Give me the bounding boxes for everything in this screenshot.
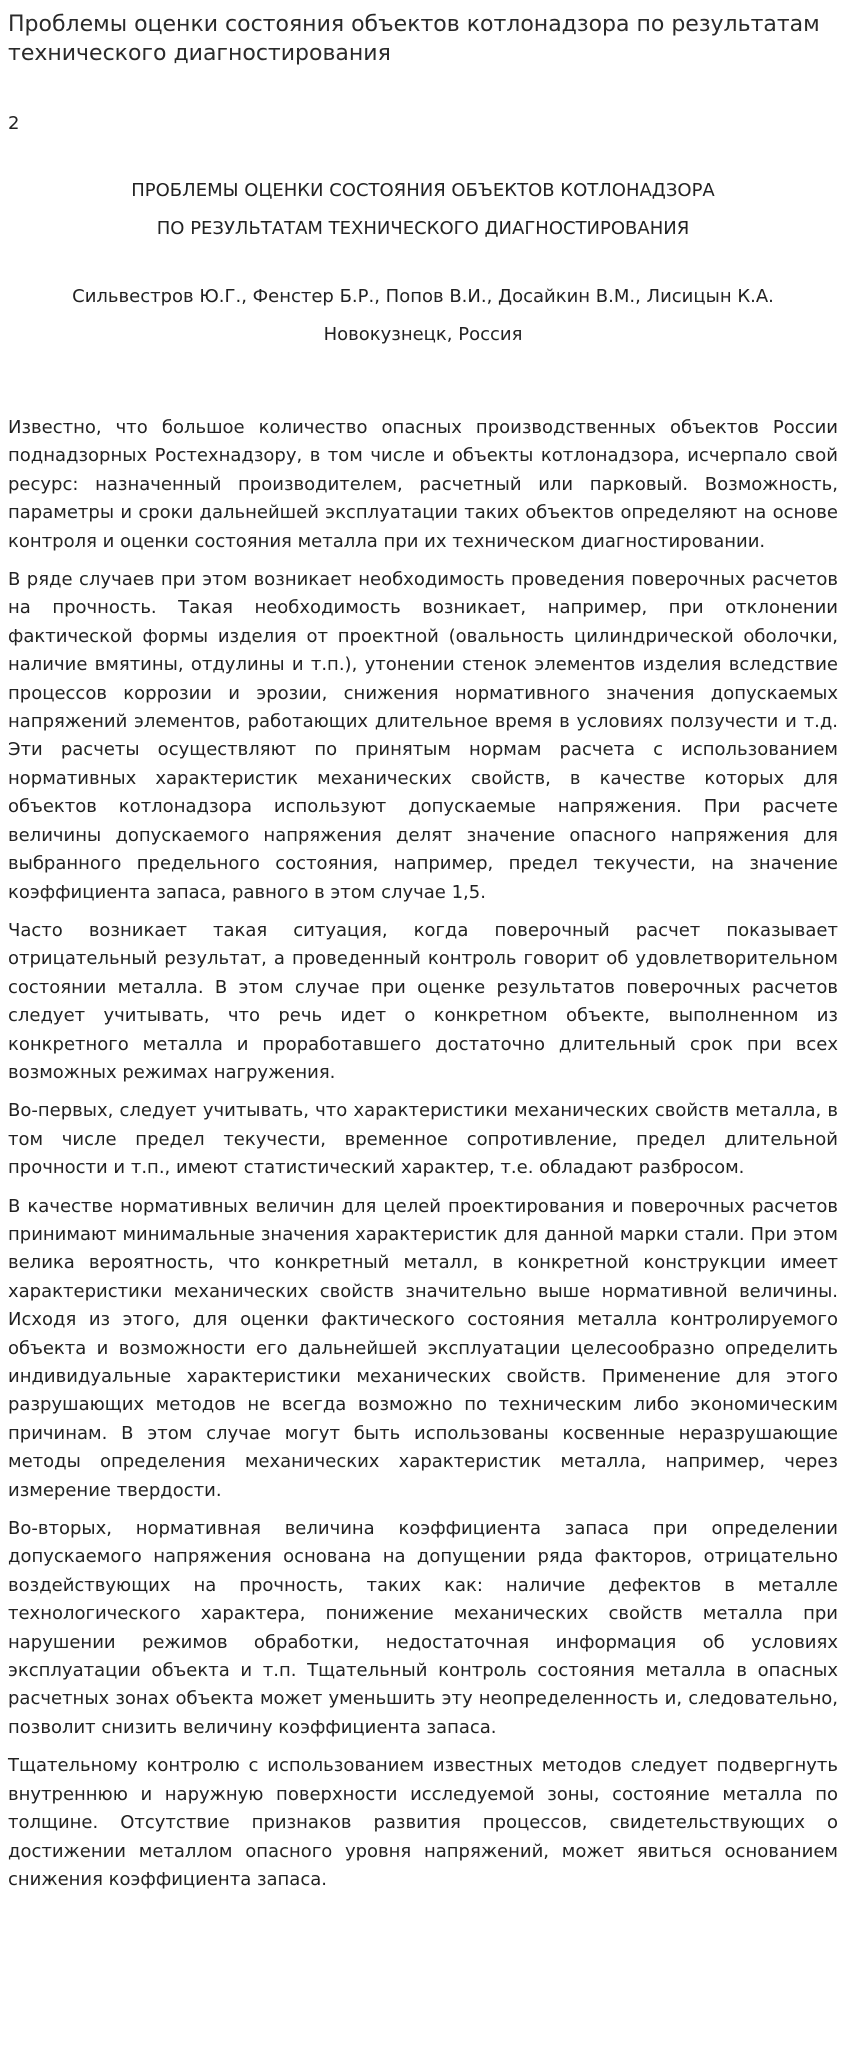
page-number: 2 [8, 113, 20, 134]
article-heading-line-1: ПРОБЛЕМЫ ОЦЕНКИ СОСТОЯНИЯ ОБЪЕКТОВ КОТЛОНАДЗОРА [131, 180, 715, 201]
document-title: Проблемы оценки состояния объектов котлонадзора по результатам технического диагностирования [8, 12, 820, 66]
paragraph-3: Часто возникает такая ситуация, когда поверочный расчет показывает отрицательный результат, а проведенный контроль говорит об удовлетворительном состоянии металла. В этом случае при оценке результатов поверочных расчетов следует учитывать, что речь идет о конкретном объекте, выполненном из конкретного металла и проработавшего достаточно длительный срок при всех возможных режимах нагружения. [8, 919, 838, 1083]
paragraph-6: Во-вторых, нормативная величина коэффициента запаса при определении допускаемого напряжения основана на допущении ряда факторов, отрицательно воздействующих на прочность, таких как: наличие дефектов в металле технологического характера, понижение механических свойств металла при нарушении режимов обработки, недостаточная информация об условиях эксплуатации объекта и т.п. Тщательный контроль состояния металла в опасных расчетных зонах объекта может уменьшить эту неопределенность и, следовательно, позволит снизить величину коэффициента запаса. [8, 1518, 838, 1738]
paragraph-2: В ряде случаев при этом возникает необходимость проведения поверочных расчетов на прочность. Такая необходимость возникает, например, при отклонении фактической формы изделия от проектной (овальность цилиндрической оболочки, наличие вмятины, отдулины и т.п.), утонении стенок элементов изделия вследствие процессов коррозии и эрозии, снижения нормативного значения допускаемых напряжений элементов, работающих длительное время в условиях ползучести и т.д. Эти расчеты осуществляют по принятым нормам расчета с использованием нормативных характеристик механических свойств, в качестве которых для объектов котлонадзора используют допускаемые напряжения. При расчете величины допускаемого напряжения делят значение опасного напряжения для выбранного предельного состояния, например, предел текучести, на значение коэффициента запаса, равного в этом случае 1,5. [8, 569, 838, 903]
document-page [8, 10, 838, 1904]
article-heading-line-2: ПО РЕЗУЛЬТАТАМ ТЕХНИЧЕСКОГО ДИАГНОСТИРОВАНИЯ [156, 218, 690, 239]
paragraph-5: В качестве нормативных величин для целей проектирования и поверочных расчетов принимают минимальные значения характеристик для данной марки стали. При этом велика вероятность, что конкретный металл, в конкретной конструкции имеет характеристики механических свойств значительно выше нормативной величины. Исходя из этого, для оценки фактического состояния металла контролируемого объекта и возможности его дальнейшей эксплуатации целесообразно определить индивидуальные характеристики механических свойств. Применение для этого разрушающих методов не всегда возможно по техническим либо экономическим причинам. В этом случае могут быть использованы косвенные неразрушающие методы определения механических характеристик металла, например, через измерение твердости. [8, 1195, 838, 1501]
authors-list: Сильвестров Ю.Г., Фенстер Б.Р., Попов В.И., Досайкин В.М., Лисицын К.А. [72, 286, 774, 307]
author-block [8, 278, 838, 354]
article-body [8, 414, 838, 1894]
paragraph-7: Тщательному контролю с использованием известных методов следует подвергнуть внутреннюю и наружную поверхности исследуемой зоны, состояние металла по толщине. Отсутствие признаков развития процессов, свидетельствующих о достижении металлом опасного уровня напряжений, может явиться основанием снижения коэффициента запаса. [8, 1755, 838, 1890]
paragraph-4: Во-первых, следует учитывать, что характеристики механических свойств металла, в том числе предел текучести, временное сопротивление, предел длительной прочности и т.п., имеют статистический характер, т.е. обладают разбросом. [8, 1100, 838, 1179]
paragraph-1: Известно, что большое количество опасных производственных объектов России поднадзорных Ростехнадзору, в том числе и объекты котлонадзора, исчерпало свой ресурс: назначенный производителем, расчетный или парковый. Возможность, параметры и сроки дальнейшей эксплуатации таких объектов определяют на основе контроля и оценки состояния металла при их техническом диагностировании. [8, 417, 838, 552]
author-location: Новокузнецк, Россия [323, 324, 523, 345]
article-heading [8, 172, 838, 248]
